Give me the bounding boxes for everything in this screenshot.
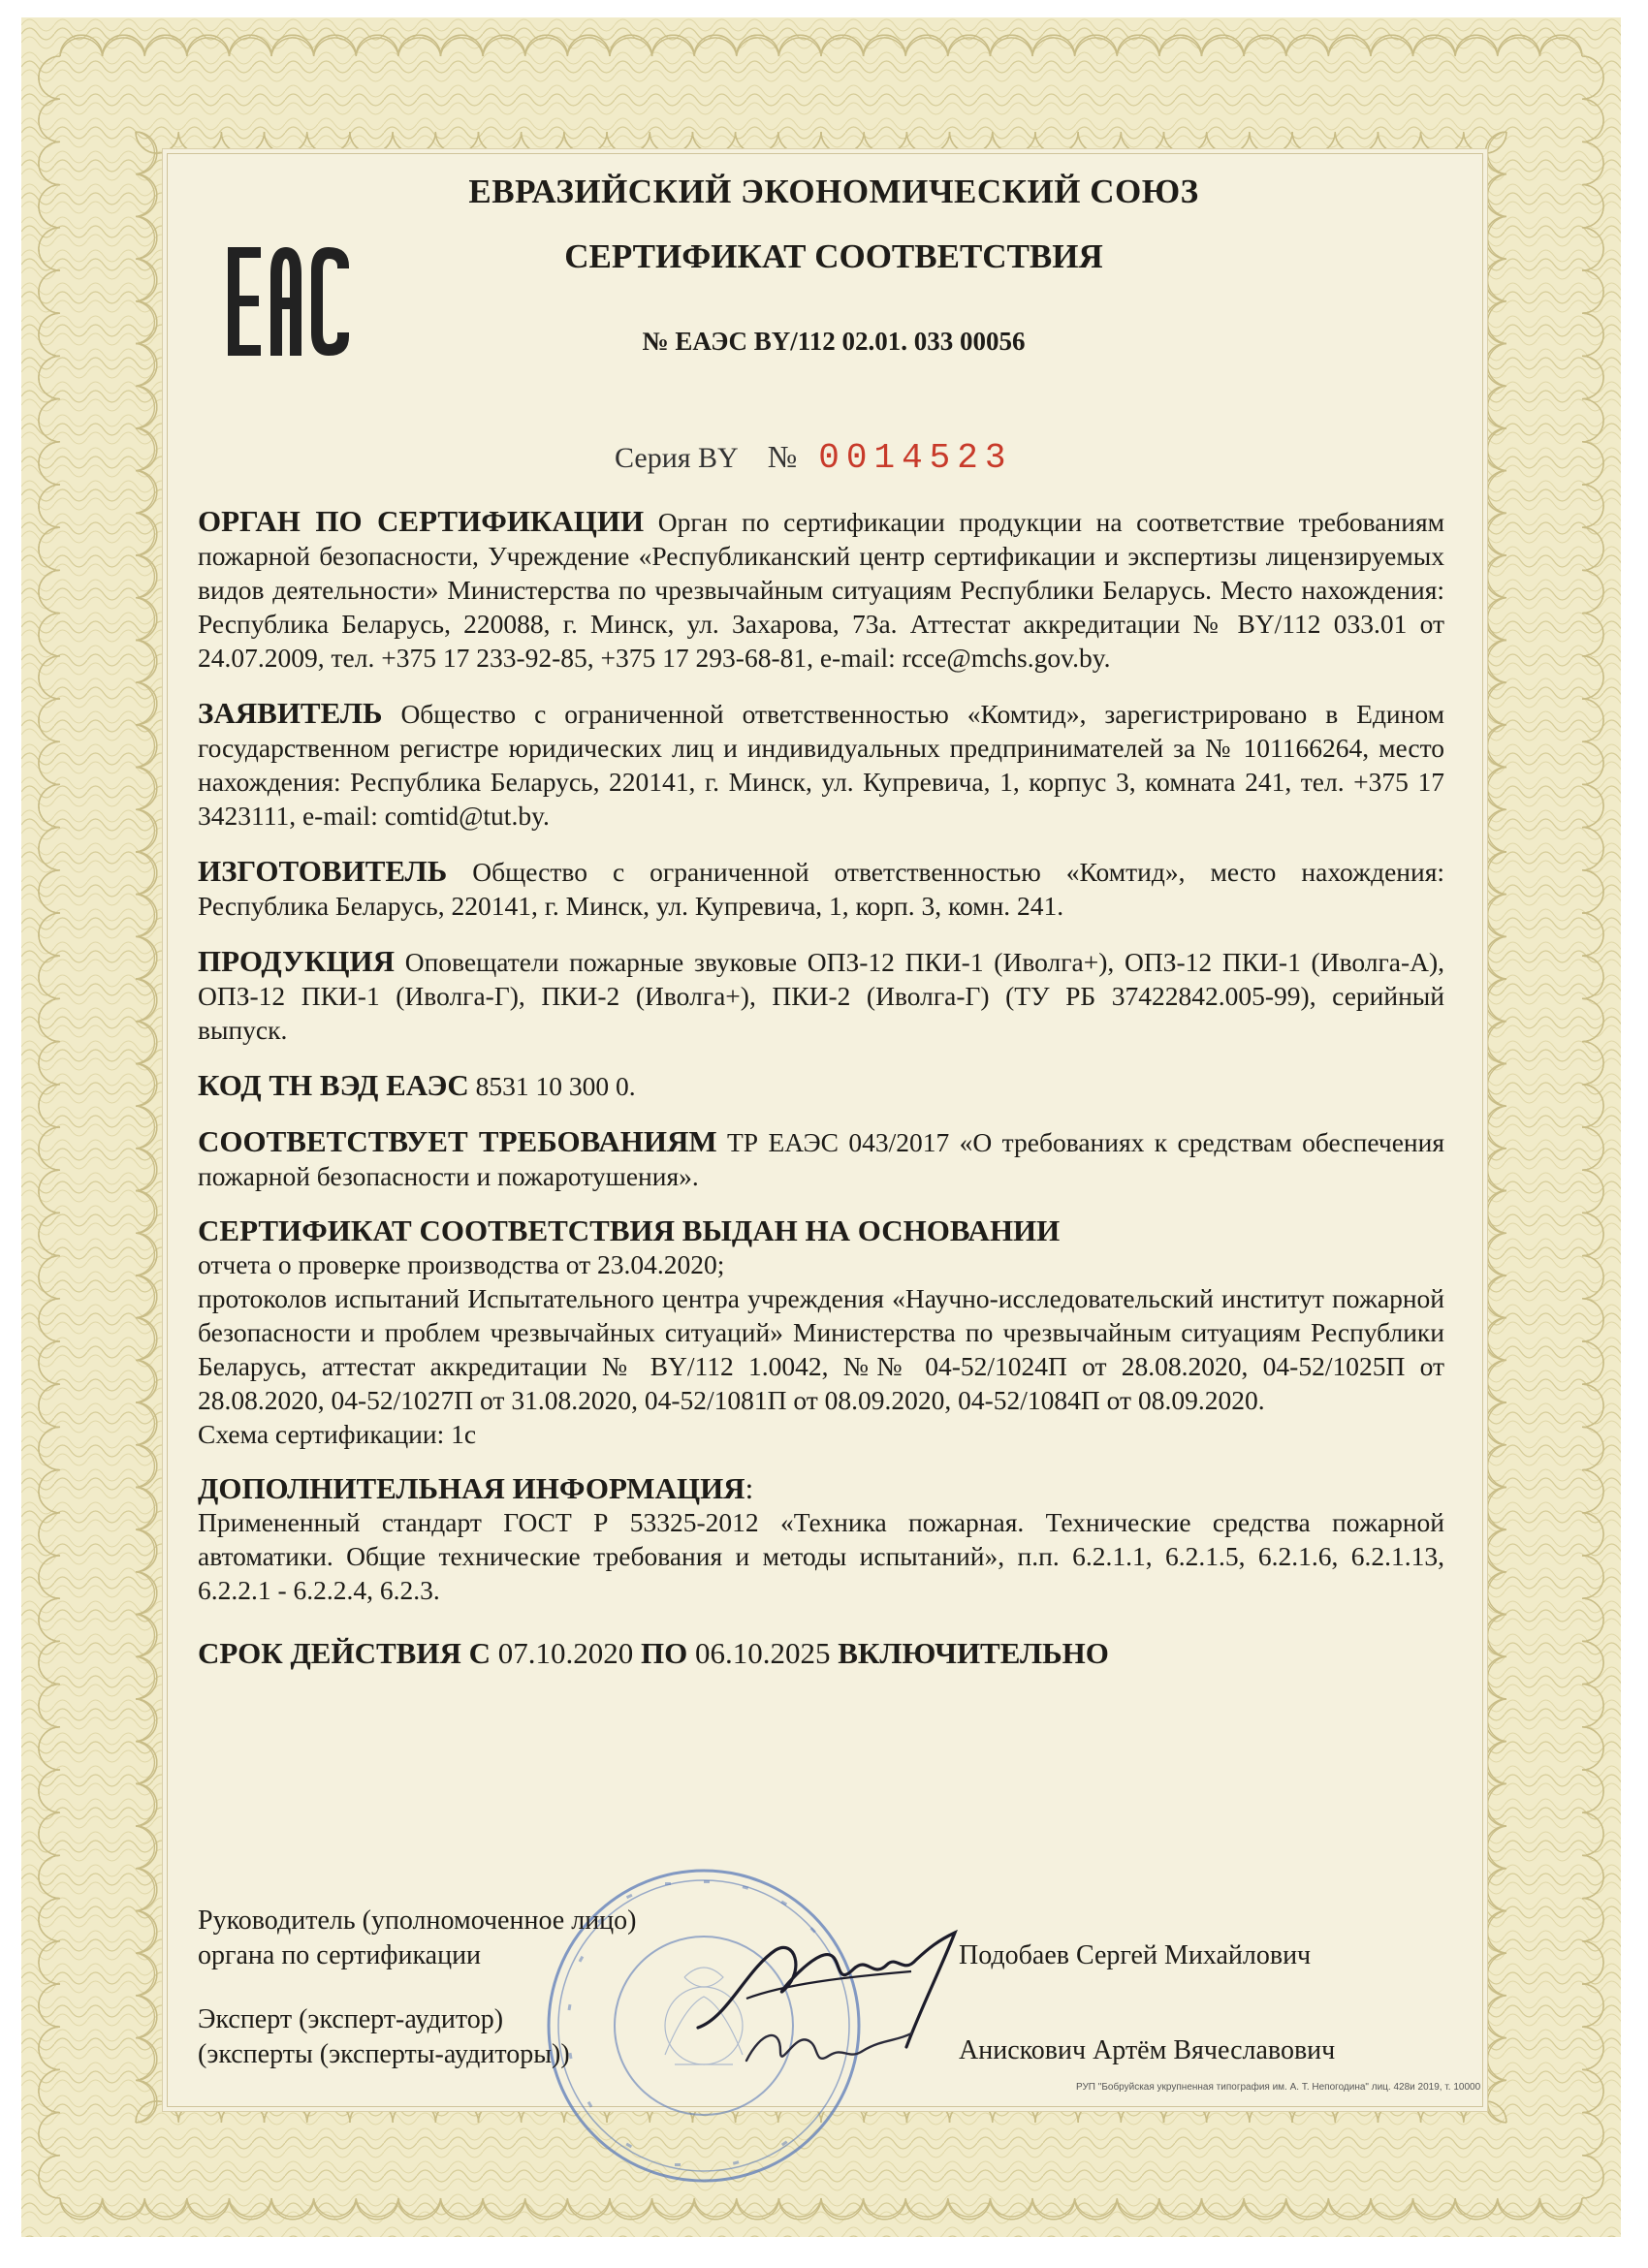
validity-from-label: СРОК ДЕЙСТВИЯ С: [198, 1636, 491, 1670]
validity-to-date: 06.10.2025: [694, 1636, 831, 1670]
basis-section: [198, 1214, 1444, 1451]
series-line: [615, 438, 1013, 478]
printer-note: РУП "Бобруйская укрупненная типография им. А. Т. Непогодина" лиц. 428и 2019, т. 10000: [1076, 2082, 1481, 2093]
code-text: 8531 10 300 0.: [475, 1071, 636, 1101]
head-title: [198, 1904, 636, 1973]
additional-heading-line: [198, 1472, 1444, 1505]
union-title: ЕВРАЗИЙСКИЙ ЭКОНОМИЧЕСКИЙ СОЮЗ: [468, 173, 1199, 210]
certificate-title: СЕРТИФИКАТ СООТВЕТСТВИЯ: [564, 237, 1103, 275]
validity-from-date: 07.10.2020: [497, 1636, 634, 1670]
series-label: Серия BY: [615, 442, 739, 474]
basis-heading: СЕРТИФИКАТ СООТВЕТСТВИЯ ВЫДАН НА ОСНОВАНИИ: [198, 1213, 1061, 1247]
basis-line-1: отчета о проверке производства от 23.04.2020;: [198, 1249, 725, 1279]
expert-title: [198, 2002, 570, 2072]
product-section: [198, 944, 1444, 1047]
conforms-text: ТР ЕАЭС 043/2017 «О требованиях к средствам обеспечения пожарной безопасности и пожаротушения».: [198, 1127, 1444, 1191]
code-section: [198, 1068, 1444, 1103]
additional-heading: ДОПОЛНИТЕЛЬНАЯ ИНФОРМАЦИЯ: [198, 1471, 745, 1505]
series-number: 0014523: [818, 438, 1013, 478]
certification-body-section: [198, 504, 1444, 675]
manufacturer-text: Общество с ограниченной ответственностью «Комтид», место нахождения: Республика Беларусь, 220141, г. Минск, ул. Купревича, 1, корп. 3, комн. 241.: [198, 857, 1445, 921]
manufacturer-heading: ИЗГОТОВИТЕЛЬ: [198, 854, 448, 888]
validity-suffix: ВКЛЮЧИТЕЛЬНО: [838, 1636, 1109, 1670]
series-number-sign: №: [767, 439, 798, 474]
applicant-section: [198, 696, 1444, 833]
eac-logo: [228, 247, 349, 356]
conforms-section: [198, 1124, 1444, 1193]
conforms-heading: СООТВЕТСТВУЕТ ТРЕБОВАНИЯМ: [198, 1124, 717, 1158]
validity-line: [198, 1636, 1444, 1670]
manufacturer-section: [198, 854, 1444, 923]
head-name: Подобаев Сергей Михайлович: [959, 1940, 1312, 1970]
certificate-body: [198, 504, 1444, 1670]
certification-body-text: Орган по сертификации продукции на соответствие требованиям пожарной безопасности, Учреждение «Республиканский центр сертификации и экспертизы лицензируемых видов деятельности» Министерства по чрезвычайным ситуациям Республики Беларусь. Место нахождения: Республика Беларусь, 220088, г. Минск, ул. Захарова, 73а. Аттестат аккредитации № BY/112 033.01 от 24.07.2009, тел. +375 17 233-92-85, +375 17 293-68-81, e-mail: rcce@mchs.gov.by.: [198, 507, 1444, 673]
expert-title-line-1: Эксперт (эксперт-аудитор): [198, 2004, 504, 2034]
applicant-heading: ЗАЯВИТЕЛЬ: [198, 696, 383, 730]
expert-name: Анискович Артём Вячеславович: [959, 2035, 1336, 2065]
code-heading: КОД ТН ВЭД ЕАЭС: [198, 1068, 469, 1102]
validity-to-label: ПО: [640, 1636, 688, 1670]
certificate-number: № ЕАЭС BY/112 02.01. 033 00056: [642, 327, 1026, 356]
expert-title-line-2: (эксперты (эксперты-аудиторы)): [198, 2039, 570, 2069]
basis-line-3: Схема сертификации: 1с: [198, 1419, 477, 1449]
additional-section: [198, 1472, 1444, 1607]
head-title-line-1: Руководитель (уполномоченное лицо): [198, 1906, 637, 1936]
applicant-text: Общество с ограниченной ответственностью «Комтид», зарегистрировано в Едином государственном регистре юридических лиц и индивидуальных предпринимателей за № 101166264, место нахождения: Республика Беларусь, 220141, г. Минск, ул. Купревича, 1, корпус 3, комната 241, тел. +375 17 3423111, e-mail: comtid@tut.by.: [198, 699, 1444, 831]
expert-signature: [737, 2012, 931, 2090]
additional-colon: :: [745, 1471, 754, 1505]
product-text: Оповещатели пожарные звуковые ОПЗ-12 ПКИ-1 (Иволга+), ОПЗ-12 ПКИ-1 (Иволга-А), ОПЗ-12 ПКИ-1 (Иволга-Г), ПКИ-2 (Иволга+), ПКИ-2 (Иволга-Г) (ТУ РБ 37422842.005-99), серийный выпуск.: [198, 947, 1445, 1045]
head-title-line-2: органа по сертификации: [198, 1940, 482, 1970]
basis-line-2: протоколов испытаний Испытательного центра учреждения «Научно-исследовательский институт пожарной безопасности и проблем чрезвычайных ситуаций» Министерства по чрезвычайным ситуациям Республики Беларусь, аттестат аккредитации № BY/112 1.0042, №№ 04-52/1024П от 28.08.2020, 04-52/1025П от 28.08.2020, 04-52/1027П от 31.08.2020, 04-52/1081П от 08.09.2020, 04-52/1084П от 08.09.2020.: [198, 1283, 1444, 1415]
additional-text: Примененный стандарт ГОСТ Р 53325-2012 «Техника пожарная. Технические средства пожарной автоматики. Общие технические требования и методы испытаний», п.п. 6.2.1.1, 6.2.1.5, 6.2.1.6, 6.2.1.13, 6.2.2.1 - 6.2.2.4, 6.2.3.: [198, 1507, 1444, 1605]
certification-body-heading: ОРГАН ПО СЕРТИФИКАЦИИ: [198, 504, 645, 538]
product-heading: ПРОДУКЦИЯ: [198, 944, 395, 978]
